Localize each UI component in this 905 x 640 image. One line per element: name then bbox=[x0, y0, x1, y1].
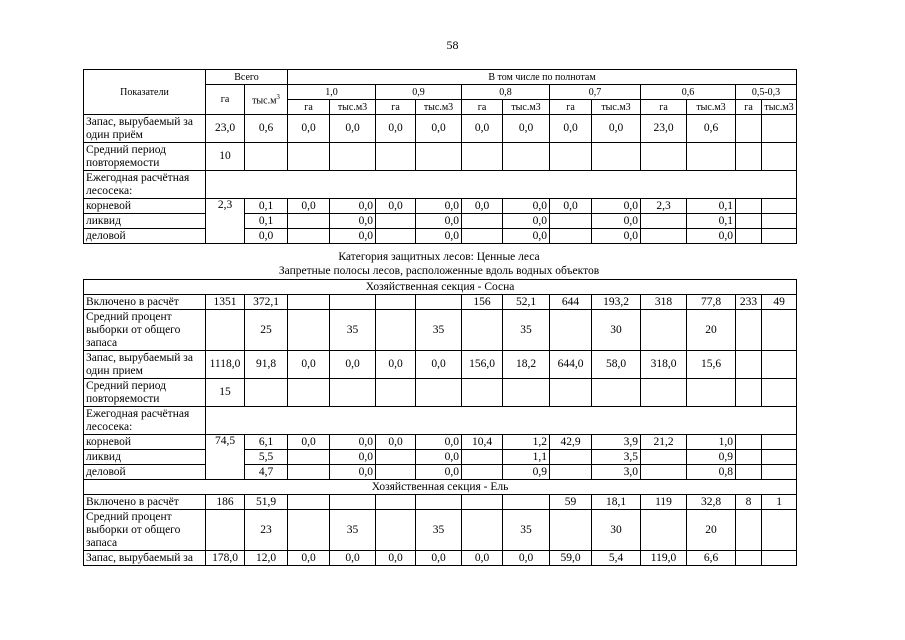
cell: 0,0 bbox=[503, 214, 550, 229]
row-label-pct: Средний процент выборки от общего запаса bbox=[84, 310, 206, 351]
cell: 18,1 bbox=[592, 495, 641, 510]
cell: 8 bbox=[736, 495, 762, 510]
header-density-2: 0,9 bbox=[376, 85, 462, 100]
cell: 0,0 bbox=[376, 551, 416, 566]
subheader-cell: га bbox=[736, 100, 762, 115]
cell: 1,2 bbox=[503, 435, 550, 450]
header-density-3: 0,8 bbox=[462, 85, 550, 100]
cell: 6,6 bbox=[687, 551, 736, 566]
cell: 119,0 bbox=[641, 551, 687, 566]
cell: 372,1 bbox=[245, 295, 288, 310]
cell: 0,0 bbox=[462, 199, 503, 214]
subheader-cell: га bbox=[641, 100, 687, 115]
category-title: Категория защитных лесов: Ценные леса bbox=[338, 251, 540, 263]
cell: 0,0 bbox=[416, 229, 462, 244]
header-total-ha: га bbox=[206, 85, 245, 115]
cell: 4,7 bbox=[245, 465, 288, 480]
cell: 3,5 bbox=[592, 450, 641, 465]
cell: 59,0 bbox=[550, 551, 592, 566]
cell: 233 bbox=[736, 295, 762, 310]
header-density-6: 0,5-0,3 bbox=[736, 85, 797, 100]
subheader-cell: тыс.м3 bbox=[762, 100, 797, 115]
cell: 0,0 bbox=[592, 199, 641, 214]
cell: 35 bbox=[416, 510, 462, 551]
cell: 0,0 bbox=[288, 435, 330, 450]
cell: 0,0 bbox=[330, 115, 376, 143]
cell: 193,2 bbox=[592, 295, 641, 310]
cell: 30 bbox=[592, 310, 641, 351]
cell: 0,0 bbox=[288, 115, 330, 143]
cell: 0,0 bbox=[550, 199, 592, 214]
cell: 178,0 bbox=[206, 551, 245, 566]
cell: 0,0 bbox=[416, 450, 462, 465]
cell: 91,8 bbox=[245, 351, 288, 379]
cell: 0,0 bbox=[416, 465, 462, 480]
cell: 0,0 bbox=[330, 229, 376, 244]
summary-table bbox=[83, 69, 797, 244]
section-title-spruce: Хозяйственная секция - Ель bbox=[84, 480, 797, 495]
cell: 0,0 bbox=[687, 229, 736, 244]
cell: 2,3 bbox=[641, 199, 687, 214]
cell: 25 bbox=[245, 310, 288, 351]
subheader-cell: тыс.м3 bbox=[330, 100, 376, 115]
cell: 59 bbox=[550, 495, 592, 510]
cell: 35 bbox=[503, 510, 550, 551]
cell: 32,8 bbox=[687, 495, 736, 510]
subheader-cell: тыс.м3 bbox=[416, 100, 462, 115]
cell: 0,0 bbox=[550, 115, 592, 143]
subheader-cell: га bbox=[550, 100, 592, 115]
row-label-pct: Средний процент выборки от общего запаса bbox=[84, 510, 206, 551]
cell: 0,9 bbox=[503, 465, 550, 480]
cell: 0,0 bbox=[462, 551, 503, 566]
row-label-likvid: ликвид bbox=[84, 214, 206, 229]
cell: 12,0 bbox=[245, 551, 288, 566]
subcategory-title: Запретные полосы лесов, расположенные вдоль водных объектов bbox=[278, 265, 600, 277]
cell: 0,0 bbox=[330, 435, 376, 450]
cell: 119 bbox=[641, 495, 687, 510]
cell: 0,0 bbox=[592, 229, 641, 244]
cell: 0,1 bbox=[245, 199, 288, 214]
cell: 23,0 bbox=[206, 115, 245, 143]
cell: 0,0 bbox=[330, 351, 376, 379]
cell bbox=[736, 115, 762, 143]
cell: 49 bbox=[762, 295, 797, 310]
cell: 77,8 bbox=[687, 295, 736, 310]
cell: 35 bbox=[503, 310, 550, 351]
cell: 0,0 bbox=[288, 351, 330, 379]
row-label-included: Включено в расчёт bbox=[84, 295, 206, 310]
cell: 1,0 bbox=[687, 435, 736, 450]
row-label-annual: Ежегодная расчётная лесосека: bbox=[84, 171, 206, 199]
cell: 0,0 bbox=[592, 214, 641, 229]
cell: 23 bbox=[245, 510, 288, 551]
cell: 0,0 bbox=[376, 115, 416, 143]
cell: 10 bbox=[206, 143, 245, 171]
cell: 0,0 bbox=[592, 115, 641, 143]
sections-table bbox=[83, 279, 797, 566]
cell: 0,0 bbox=[416, 435, 462, 450]
cell: 0,0 bbox=[462, 115, 503, 143]
cell: 0,0 bbox=[416, 551, 462, 566]
row-label-period: Средний период повторяемости bbox=[84, 143, 206, 171]
cell: 0,0 bbox=[376, 351, 416, 379]
header-total: Всего bbox=[206, 70, 288, 85]
cell: 0,0 bbox=[330, 199, 376, 214]
cell: 0,6 bbox=[245, 115, 288, 143]
cell: 0,0 bbox=[503, 229, 550, 244]
cell: 1,1 bbox=[503, 450, 550, 465]
row-label-period: Средний период повторяемости bbox=[84, 379, 206, 407]
cell: 30 bbox=[592, 510, 641, 551]
cell: 6,1 bbox=[245, 435, 288, 450]
cell: 5,5 bbox=[245, 450, 288, 465]
subheader-cell: тыс.м3 bbox=[592, 100, 641, 115]
cell: 52,1 bbox=[503, 295, 550, 310]
cell: 0,1 bbox=[245, 214, 288, 229]
cell: 0,0 bbox=[376, 435, 416, 450]
cell: 5,4 bbox=[592, 551, 641, 566]
cell: 3,9 bbox=[592, 435, 641, 450]
subheader-cell: га bbox=[288, 100, 330, 115]
cell: 0,0 bbox=[288, 199, 330, 214]
row-label-annual: Ежегодная расчётная лесосека: bbox=[84, 407, 206, 435]
cell: 318 bbox=[641, 295, 687, 310]
cell: 74,5 bbox=[206, 435, 245, 450]
cell: 0,1 bbox=[687, 199, 736, 214]
subheader-cell: га bbox=[376, 100, 416, 115]
cell: 18,2 bbox=[503, 351, 550, 379]
cell: 20 bbox=[687, 310, 736, 351]
cell: 318,0 bbox=[641, 351, 687, 379]
cell: 42,9 bbox=[550, 435, 592, 450]
row-label-kornevoy: корневой bbox=[84, 435, 206, 450]
cell: 0,0 bbox=[416, 115, 462, 143]
header-by-density: В том числе по полнотам bbox=[288, 70, 797, 85]
cell: 2,3 bbox=[206, 199, 245, 214]
row-label-zapas: Запас, вырубаемый за bbox=[84, 551, 206, 566]
header-density-5: 0,6 bbox=[641, 85, 736, 100]
subheader-cell: тыс.м3 bbox=[503, 100, 550, 115]
row-label-delovoy: деловой bbox=[84, 465, 206, 480]
cell: 1351 bbox=[206, 295, 245, 310]
cell: 156,0 bbox=[462, 351, 503, 379]
cell: 35 bbox=[330, 310, 376, 351]
cell: 1 bbox=[762, 495, 797, 510]
section-title-pine: Хозяйственная секция - Сосна bbox=[84, 280, 797, 295]
header-density-1: 1,0 bbox=[288, 85, 376, 100]
row-label-included: Включено в расчёт bbox=[84, 495, 206, 510]
cell: 35 bbox=[330, 510, 376, 551]
cell: 0,1 bbox=[687, 214, 736, 229]
cell: 21,2 bbox=[641, 435, 687, 450]
cell: 0,0 bbox=[503, 551, 550, 566]
header-density-4: 0,7 bbox=[550, 85, 641, 100]
cell: 0,0 bbox=[288, 551, 330, 566]
cell: 15 bbox=[206, 379, 245, 407]
cell: 0,8 bbox=[687, 465, 736, 480]
cell: 23,0 bbox=[641, 115, 687, 143]
cell: 644 bbox=[550, 295, 592, 310]
page-number: 58 bbox=[446, 38, 459, 52]
cell: 0,0 bbox=[330, 465, 376, 480]
cell: 0,0 bbox=[330, 450, 376, 465]
cell: 58,0 bbox=[592, 351, 641, 379]
subheader-cell: га bbox=[462, 100, 503, 115]
cell: 35 bbox=[416, 310, 462, 351]
cell: 0,0 bbox=[503, 199, 550, 214]
cell: 0,0 bbox=[330, 551, 376, 566]
cell: 0,0 bbox=[416, 351, 462, 379]
cell: 0,0 bbox=[376, 199, 416, 214]
cell: 0,9 bbox=[687, 450, 736, 465]
header-indicators: Показатели bbox=[84, 70, 206, 115]
cell: 0,0 bbox=[503, 115, 550, 143]
row-label-zapas: Запас, вырубаемый за один приём bbox=[84, 115, 206, 143]
header-total-m3: $тыс.м^3$ bbox=[245, 85, 288, 115]
cell: 15,6 bbox=[687, 351, 736, 379]
cell: 10,4 bbox=[462, 435, 503, 450]
cell: 0,0 bbox=[416, 214, 462, 229]
cell: 51,9 bbox=[245, 495, 288, 510]
cell: 0,0 bbox=[416, 199, 462, 214]
row-label-delovoy: деловой bbox=[84, 229, 206, 244]
cell: 0,0 bbox=[330, 214, 376, 229]
subheader-cell: тыс.м3 bbox=[687, 100, 736, 115]
cell: 156 bbox=[462, 295, 503, 310]
row-label-likvid: ликвид bbox=[84, 450, 206, 465]
cell: 186 bbox=[206, 495, 245, 510]
cell bbox=[762, 115, 797, 143]
row-label-kornevoy: корневой bbox=[84, 199, 206, 214]
row-label-zapas: Запас, вырубаемый за один прием bbox=[84, 351, 206, 379]
cell: 0,0 bbox=[245, 229, 288, 244]
cell: 0,6 bbox=[687, 115, 736, 143]
cell: 1118,0 bbox=[206, 351, 245, 379]
cell: 3,0 bbox=[592, 465, 641, 480]
cell: 20 bbox=[687, 510, 736, 551]
cell: 644,0 bbox=[550, 351, 592, 379]
